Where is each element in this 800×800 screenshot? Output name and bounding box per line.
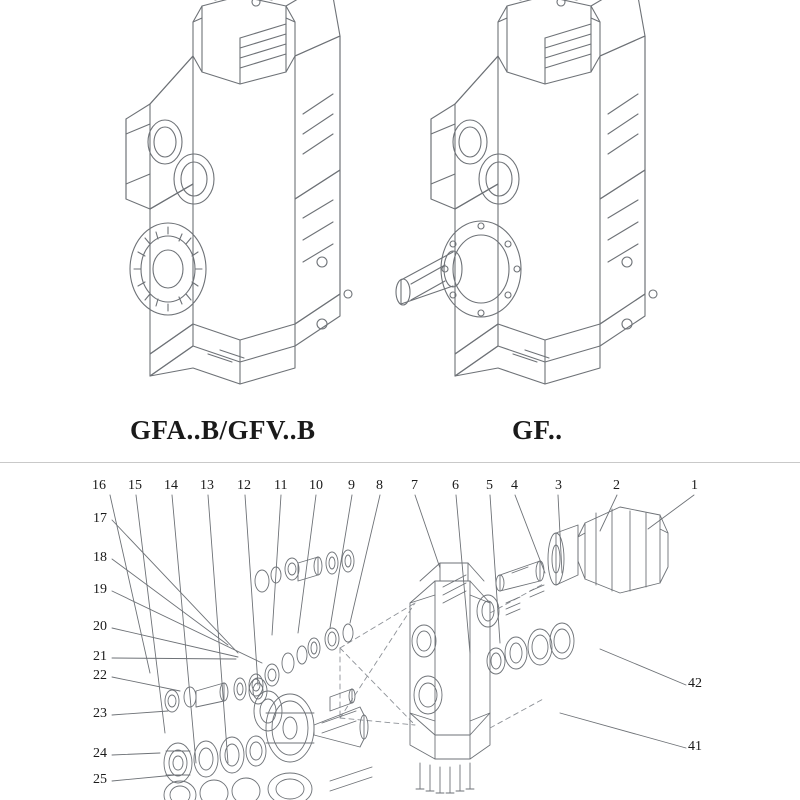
callout-17: 17 — [93, 511, 107, 526]
callout-23: 23 — [93, 706, 107, 721]
callout-5: 5 — [486, 478, 493, 493]
callout-15: 15 — [128, 478, 142, 493]
callout-14: 14 — [164, 478, 178, 493]
callout-4: 4 — [511, 478, 518, 493]
callout-3: 3 — [555, 478, 562, 493]
callout-42: 42 — [688, 676, 702, 691]
caption-gf: GF.. — [512, 415, 563, 445]
gearbox-left-drawing — [90, 0, 390, 404]
caption-gfa-gfv: GFA..B/GFV..B — [130, 415, 316, 445]
callout-1: 1 — [691, 478, 698, 493]
callout-22: 22 — [93, 668, 107, 683]
callout-13: 13 — [200, 478, 214, 493]
callout-12: 12 — [237, 478, 251, 493]
callout-7: 7 — [411, 478, 418, 493]
exploded-view-section — [0, 463, 800, 800]
callout-16: 16 — [92, 478, 106, 493]
callout-10: 10 — [309, 478, 323, 493]
callout-19: 19 — [93, 582, 107, 597]
callout-21: 21 — [93, 649, 107, 664]
gearbox-right-drawing — [395, 0, 715, 404]
callout-2: 2 — [613, 478, 620, 493]
callout-9: 9 — [348, 478, 355, 493]
callout-11: 11 — [274, 478, 288, 493]
callout-24: 24 — [93, 746, 107, 761]
callout-8: 8 — [376, 478, 383, 493]
callout-41: 41 — [688, 739, 702, 754]
callout-25: 25 — [93, 772, 107, 787]
callout-18: 18 — [93, 550, 107, 565]
callout-20: 20 — [93, 619, 107, 634]
exploded-parts-drawing — [0, 463, 800, 800]
callout-6: 6 — [452, 478, 459, 493]
